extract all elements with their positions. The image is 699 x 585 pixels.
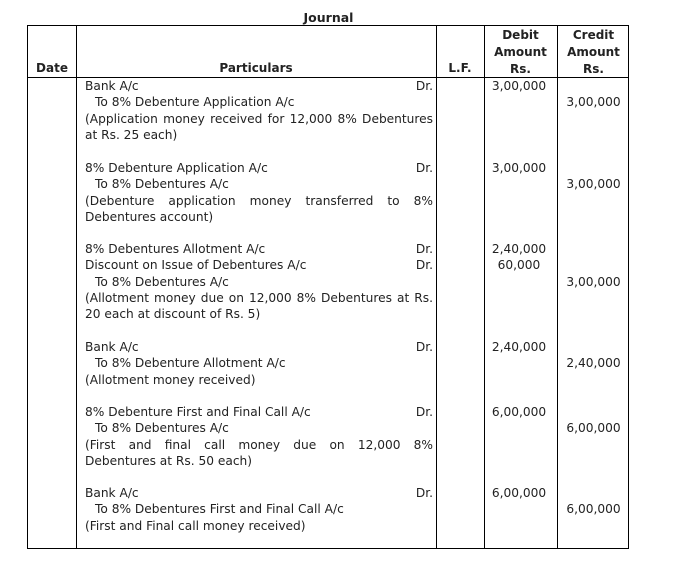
header-debit-line: Amount <box>494 45 547 59</box>
header-credit-line: Credit <box>572 28 615 42</box>
debit-amount: 6,00,000 <box>491 486 547 500</box>
column-divider <box>436 26 437 548</box>
journal-entry <box>85 241 433 322</box>
header-credit <box>557 27 630 78</box>
dr-marker: Dr. <box>415 161 433 175</box>
debit-account: 8% Debenture Application A/c <box>85 161 268 175</box>
debit-line <box>85 241 433 257</box>
credit-account: To 8% Debentures A/c <box>95 177 229 192</box>
credit-amount: 3,00,000 <box>566 177 621 192</box>
journal-entry <box>85 485 433 534</box>
debit-line <box>85 160 433 176</box>
narration: (Application money received for 12,000 8% Debentures at Rs. 25 each) <box>85 111 433 142</box>
dr-marker: Dr. <box>415 486 433 500</box>
narration: (First and Final call money received) <box>85 518 306 533</box>
debit-amount: 2,40,000 <box>491 242 547 256</box>
narration: (First and final call money due on 12,000 8% Debentures at Rs. 50 each) <box>85 437 433 468</box>
debit-account: Bank A/c <box>85 340 139 354</box>
dr-marker: Dr. <box>415 258 433 273</box>
journal-entry <box>85 160 433 225</box>
narration: (Allotment money received) <box>85 372 256 387</box>
debit-line <box>85 78 433 94</box>
debit-account: Bank A/c <box>85 486 139 500</box>
credit-account: To 8% Debentures First and Final Call A/c <box>95 502 344 517</box>
debit-amount: 3,00,000 <box>491 79 547 93</box>
credit-account: To 8% Debenture Allotment A/c <box>95 356 286 371</box>
narration: (Debenture application money transferred to 8% Debentures account) <box>85 193 433 224</box>
journal-entry <box>85 78 433 143</box>
header-credit-line: Amount <box>567 45 620 59</box>
dr-marker: Dr. <box>415 340 433 354</box>
credit-amount: 6,00,000 <box>566 502 621 517</box>
header-credit-line: Rs. <box>583 62 604 76</box>
dr-marker: Dr. <box>415 405 433 419</box>
debit-amount: 6,00,000 <box>491 405 547 419</box>
header-particulars: Particulars <box>219 61 293 75</box>
debit-account: Bank A/c <box>85 79 139 93</box>
credit-account: To 8% Debenture Application A/c <box>95 95 295 110</box>
debit-line <box>85 339 433 355</box>
dr-marker: Dr. <box>415 242 433 256</box>
credit-amount: 3,00,000 <box>566 274 621 289</box>
header-debit-line: Debit <box>502 28 539 42</box>
header-date: Date <box>36 61 68 75</box>
column-divider <box>76 26 77 548</box>
debit-line <box>85 257 433 273</box>
header-lf: L.F. <box>448 61 472 75</box>
debit-account: Discount on Issue of Debentures A/c <box>85 258 307 273</box>
header-debit-line: Rs. <box>510 62 531 76</box>
credit-amount: 3,00,000 <box>566 95 621 110</box>
header-debit <box>484 27 557 78</box>
debit-amount: 2,40,000 <box>491 340 547 354</box>
credit-account: To 8% Debentures A/c <box>95 274 229 289</box>
debit-amount: 3,00,000 <box>491 161 547 175</box>
debit-amount: 60,000 <box>497 258 541 273</box>
column-divider <box>484 26 485 548</box>
credit-account: To 8% Debentures A/c <box>95 421 229 436</box>
credit-amount: 2,40,000 <box>566 356 621 371</box>
debit-account: 8% Debenture First and Final Call A/c <box>85 405 311 419</box>
debit-line <box>85 404 433 420</box>
journal-entry <box>85 404 433 469</box>
journal-table <box>27 25 629 549</box>
dr-marker: Dr. <box>415 79 433 93</box>
debit-account: 8% Debentures Allotment A/c <box>85 242 266 256</box>
journal-entry <box>85 339 433 388</box>
narration: (Allotment money due on 12,000 8% Debentures at Rs. 20 each at discount of Rs. 5) <box>85 290 433 322</box>
debit-line <box>85 485 433 501</box>
credit-amount: 6,00,000 <box>566 421 621 436</box>
journal-title: Journal <box>303 10 354 25</box>
